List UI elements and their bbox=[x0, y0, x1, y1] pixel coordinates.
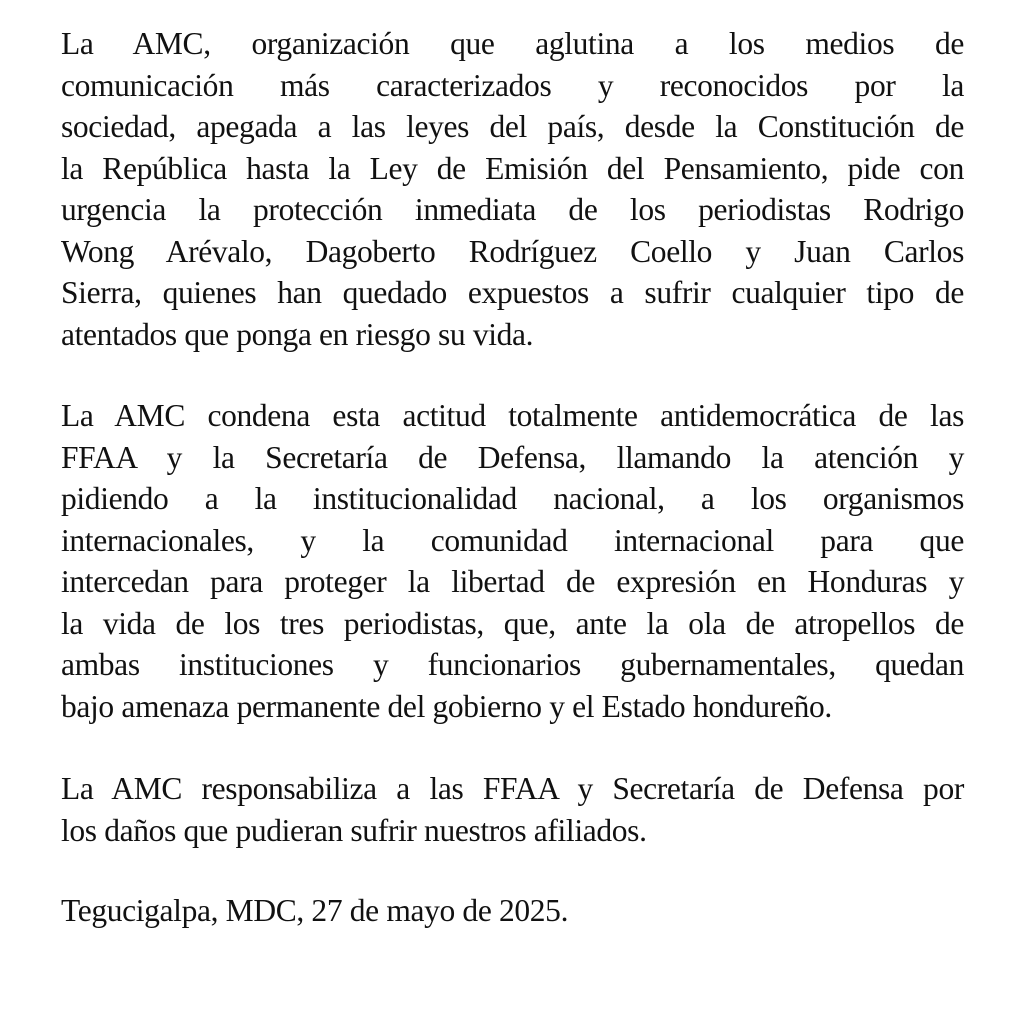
text-line: intercedan para proteger la libertad de expresión en Honduras y bbox=[61, 564, 964, 599]
text-line: atentados que ponga en riesgo su vida. bbox=[61, 316, 534, 352]
paragraph-condemnation bbox=[61, 395, 964, 727]
text-line: la vida de los tres periodistas, que, ante la ola de atropellos de bbox=[61, 605, 964, 641]
paragraph-responsibility bbox=[61, 768, 964, 851]
text-line: los daños que pudieran sufrir nuestros afiliados. bbox=[61, 812, 647, 848]
text-line: Wong Arévalo, Dagoberto Rodríguez Coello y Juan Carlos bbox=[61, 233, 964, 269]
signature-date-text: Tegucigalpa, MDC, 27 de mayo de 2025. bbox=[61, 893, 569, 928]
text-line: pidiendo a la institucionalidad nacional, a los organismos bbox=[61, 481, 964, 516]
text-line: sociedad, apegada a las leyes del país, desde la Constitución de bbox=[61, 109, 964, 144]
text-line: La AMC condena esta actitud totalmente antidemocrática de las bbox=[61, 398, 964, 433]
text-line: internacionales, y la comunidad internacional para que bbox=[61, 522, 964, 558]
text-line: la República hasta la Ley de Emisión del Pensamiento, pide con bbox=[61, 150, 964, 186]
text-line: Sierra, quienes han quedado expuestos a sufrir cualquier tipo de bbox=[61, 275, 964, 310]
text-line: bajo amenaza permanente del gobierno y el Estado hondureño. bbox=[61, 688, 832, 724]
text-line: ambas instituciones y funcionarios gubernamentales, quedan bbox=[61, 647, 964, 682]
text-line: comunicación más caracterizados y reconocidos por la bbox=[61, 67, 964, 103]
text-line: urgencia la protección inmediata de los periodistas Rodrigo bbox=[61, 192, 964, 227]
paragraph-protection-request bbox=[61, 23, 964, 355]
text-line: La AMC responsabiliza a las FFAA y Secretaría de Defensa por bbox=[61, 771, 964, 806]
document-body bbox=[61, 23, 964, 928]
place-and-date-line bbox=[61, 890, 964, 932]
text-line: La AMC, organización que aglutina a los medios de bbox=[61, 26, 964, 61]
text-line: FFAA y la Secretaría de Defensa, llamando la atención y bbox=[61, 439, 964, 475]
